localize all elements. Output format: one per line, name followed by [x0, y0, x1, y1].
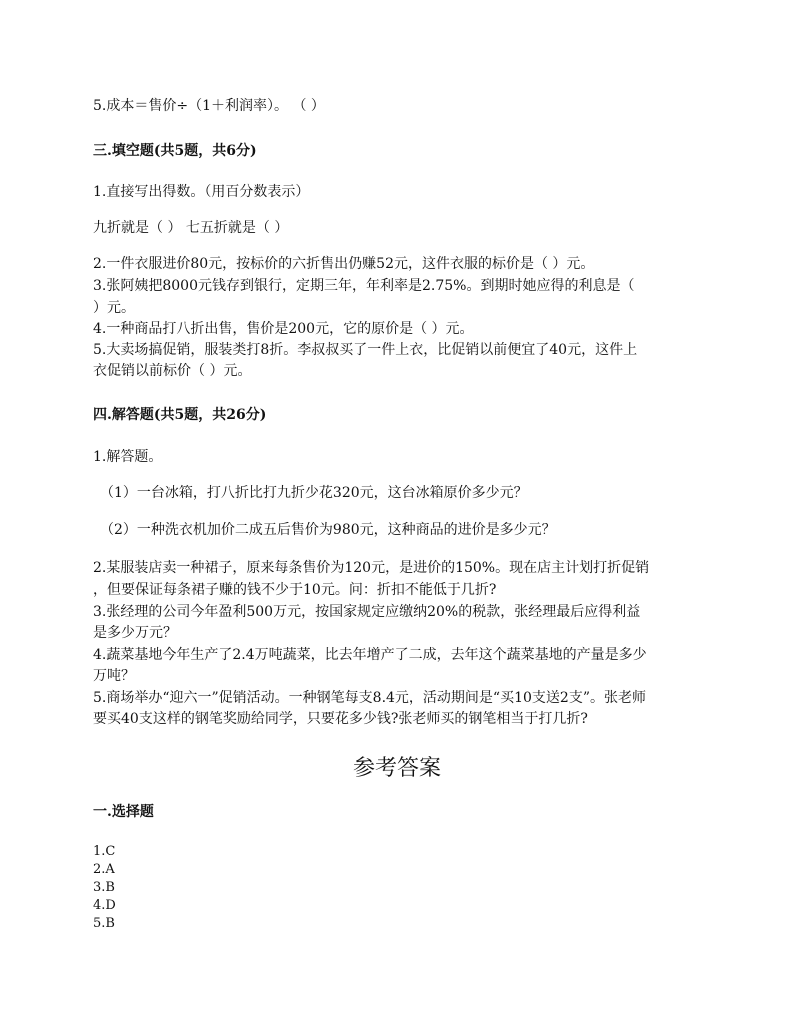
answer-item: 1.C [93, 844, 116, 859]
question-4-5-line1: 5.商场举办“迎六一”促销活动。一种钢笔每支8.4元，活动期间是“买10支送2支”。张老师 [93, 690, 646, 706]
question-4-1-stem: 1.解答题。 [93, 449, 163, 465]
answer-item: 5.B [93, 916, 115, 931]
question-3-4: 4.一种商品打八折出售，售价是200元，它的原价是（ ）元。 [93, 321, 474, 337]
question-4-3-line1: 3.张经理的公司今年盈利500万元，按国家规定应缴纳20%的税款，张经理最后应得利益 [93, 604, 641, 620]
answers-title: 参考答案 [352, 756, 441, 781]
answer-item: 3.B [93, 880, 115, 895]
question-4-2-line1: 2.某服装店卖一种裙子，原来每条售价为120元，是进价的150%。现在店主计划打折促销 [93, 560, 650, 576]
section-4-title: 四.解答题(共5题，共26分) [93, 407, 267, 423]
question-4-4-line1: 4.蔬菜基地今年生产了2.4万吨蔬菜，比去年增产了二成，去年这个蔬菜基地的产量是多少 [93, 647, 647, 663]
question-4-1-sub1: （1）一台冰箱，打八折比打九折少花320元，这台冰箱原价多少元？ [100, 485, 528, 501]
answers-list [93, 843, 116, 933]
question-2-5: 5.成本＝售价÷（1＋利润率）。 （ ） [93, 98, 325, 114]
question-4-3-line2: 是多少万元？ [93, 625, 177, 641]
question-3-3-line2: ）元。 [93, 300, 135, 316]
question-4-2-line2: ，但要保证每条裙子赚的钱不少于10元。问：折扣不能低于几折? [93, 582, 497, 598]
section-3-title: 三.填空题(共5题，共6分) [93, 143, 257, 159]
answer-item: 4.D [93, 898, 116, 913]
question-4-4-line2: 万吨？ [93, 668, 135, 684]
answers-section-1-title: 一.选择题 [93, 804, 154, 820]
question-3-1-items: 九折就是（ ） 七五折就是（ ） [93, 220, 289, 236]
answer-item: 2.A [93, 862, 115, 877]
question-3-5-line1: 5.大卖场搞促销，服装类打8折。李叔叔买了一件上衣，比促销以前便宜了40元，这件上 [93, 342, 638, 358]
question-4-1-sub2: （2）一种洗衣机加价二成五后售价为980元，这种商品的进价是多少元？ [100, 522, 556, 538]
question-3-2: 2.一件衣服进价80元，按标价的六折售出仍赚52元，这件衣服的标价是（ ）元。 [93, 256, 595, 272]
question-3-5-line2: 衣促销以前标价（ ）元。 [93, 363, 252, 379]
question-3-1-stem: 1.直接写出得数。（用百分数表示） [93, 184, 310, 200]
question-4-5-line2: 要买40支这样的钢笔奖励给同学，只要花多少钱?张老师买的钢笔相当于打几折? [93, 711, 588, 727]
question-3-3-line1: 3.张阿姨把8000元钱存到银行，定期三年，年利率是2.75%。到期时她应得的利息是（ [93, 278, 635, 294]
